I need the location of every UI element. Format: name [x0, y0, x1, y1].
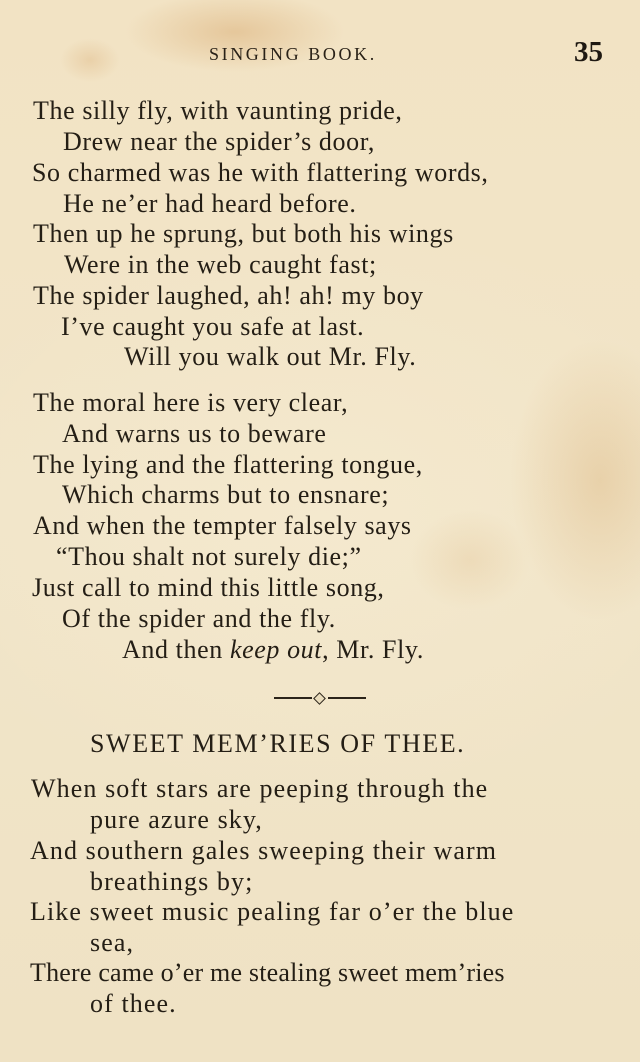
- verse-line: When soft stars are peeping through the: [31, 774, 489, 803]
- verse-line: The spider laughed, ah! ah! my boy: [33, 281, 424, 310]
- verse-line: Which charms but to ensnare;: [62, 480, 390, 509]
- verse-line: The silly fly, with vaunting pride,: [33, 96, 403, 125]
- verse-line: And when the tempter falsely says: [33, 511, 412, 540]
- verse-line: The moral here is very clear,: [33, 388, 349, 417]
- verse-line: And southern gales sweeping their warm: [30, 836, 498, 865]
- rule-left: [274, 697, 312, 699]
- verse-line: pure azure sky,: [90, 805, 263, 834]
- refrain-prefix: And then: [122, 635, 230, 664]
- verse-line: And warns us to beware: [62, 419, 327, 448]
- refrain-line: Will you walk out Mr. Fly.: [124, 342, 417, 371]
- refrain-suffix: , Mr. Fly.: [322, 635, 424, 664]
- verse-line: breathings by;: [90, 867, 254, 896]
- verse-line: So charmed was he with flattering words,: [32, 158, 489, 187]
- song-title: SWEET MEM’RIES OF THEE.: [90, 729, 466, 758]
- running-title: SINGING BOOK.: [209, 44, 377, 64]
- verse-line: Just call to mind this little song,: [32, 573, 385, 602]
- refrain-line: [122, 635, 424, 665]
- refrain-italic: keep out: [229, 635, 323, 664]
- page-number: 35: [574, 36, 603, 68]
- verse-line: He ne’er had heard before.: [63, 189, 357, 218]
- verse-line: I’ve caught you safe at last.: [61, 312, 365, 341]
- verse-line: There came o’er me stealing sweet mem’ries: [30, 958, 505, 987]
- rule-right: [328, 697, 366, 699]
- verse-line: The lying and the flattering tongue,: [33, 450, 423, 479]
- verse-line: Drew near the spider’s door,: [63, 127, 376, 156]
- verse-line: sea,: [90, 928, 135, 957]
- verse-line: of thee.: [90, 989, 177, 1018]
- verse-line: Were in the web caught fast;: [64, 250, 377, 279]
- page-header: [0, 38, 640, 68]
- diamond-icon: [313, 692, 326, 705]
- diamond-rule-ornament-icon: [274, 693, 366, 703]
- verse-line: “Thou shalt not surely die;”: [56, 542, 362, 571]
- verse-line: Then up he sprung, but both his wings: [33, 219, 454, 248]
- verse-line: Of the spider and the fly.: [62, 604, 336, 633]
- verse-line: Like sweet music pealing far o’er the blue: [30, 897, 515, 926]
